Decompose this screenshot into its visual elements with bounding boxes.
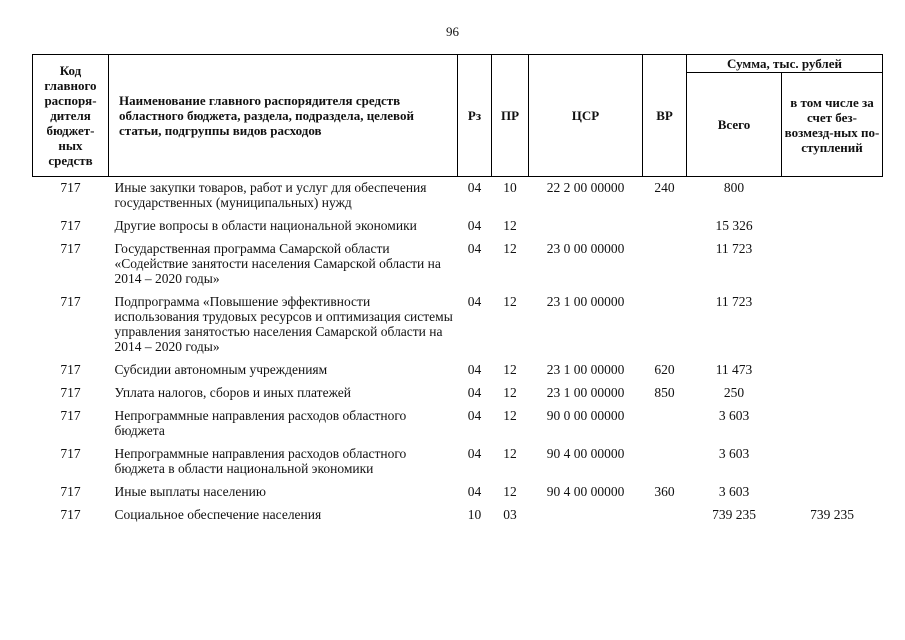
cell-total: 11 723 bbox=[715, 294, 753, 309]
cell-pr: 12 bbox=[503, 446, 517, 461]
cell-vr bbox=[643, 446, 687, 484]
table-row bbox=[33, 362, 883, 385]
table-row bbox=[33, 408, 883, 446]
cell-name: Непрограммные направления расходов областного бюджета в области национальной экономики bbox=[114, 446, 407, 476]
header-rz: Рз bbox=[458, 55, 492, 177]
cell-including bbox=[782, 362, 883, 385]
cell-name: Иные закупки товаров, работ и услуг для обеспечения государственных (муниципальных) нужд bbox=[114, 180, 427, 210]
cell-code: 717 bbox=[60, 241, 81, 256]
cell-including bbox=[782, 446, 883, 484]
cell-rz: 04 bbox=[467, 241, 482, 256]
cell-total: 3 603 bbox=[718, 408, 750, 423]
cell-pr: 12 bbox=[503, 241, 517, 256]
cell-name: Иные выплаты населению bbox=[114, 484, 266, 499]
cell-pr: 12 bbox=[503, 385, 517, 400]
table-row bbox=[33, 446, 883, 484]
cell-total: 250 bbox=[723, 385, 745, 400]
cell-rz: 10 bbox=[467, 507, 482, 522]
table-body bbox=[33, 177, 883, 531]
cell-code: 717 bbox=[60, 294, 81, 309]
cell-including bbox=[782, 385, 883, 408]
cell-code: 717 bbox=[60, 180, 81, 195]
cell-rz: 04 bbox=[467, 180, 482, 195]
cell-vr bbox=[643, 218, 687, 241]
header-pr: ПР bbox=[492, 55, 529, 177]
cell-vr: 850 bbox=[654, 385, 675, 400]
page-number: 96 bbox=[446, 24, 459, 39]
table-row bbox=[33, 484, 883, 507]
cell-code: 717 bbox=[60, 446, 81, 461]
header-including: в том числе за счет без-возмезд-ных по-ступлений bbox=[782, 73, 883, 177]
cell-pr: 12 bbox=[503, 484, 517, 499]
cell-pr: 12 bbox=[503, 408, 517, 423]
cell-vr bbox=[643, 507, 687, 530]
cell-pr: 10 bbox=[503, 180, 517, 195]
cell-rz: 04 bbox=[467, 446, 482, 461]
cell-total: 800 bbox=[723, 180, 745, 195]
cell-vr: 620 bbox=[654, 362, 675, 377]
cell-total: 11 473 bbox=[715, 362, 753, 377]
cell-pr: 12 bbox=[503, 294, 517, 309]
cell-csr: 23 1 00 00000 bbox=[546, 385, 625, 400]
table-row bbox=[33, 177, 883, 219]
cell-pr: 12 bbox=[503, 218, 517, 233]
table-row bbox=[33, 507, 883, 530]
cell-csr: 22 2 00 00000 bbox=[546, 180, 625, 195]
cell-total: 739 235 bbox=[712, 507, 756, 522]
cell-code: 717 bbox=[60, 218, 81, 233]
cell-rz: 04 bbox=[467, 385, 482, 400]
cell-code: 717 bbox=[60, 362, 81, 377]
cell-vr: 360 bbox=[654, 484, 675, 499]
cell-rz: 04 bbox=[467, 408, 482, 423]
cell-code: 717 bbox=[60, 484, 81, 499]
cell-csr bbox=[529, 507, 643, 530]
table-row bbox=[33, 294, 883, 362]
cell-including bbox=[782, 241, 883, 294]
cell-pr: 03 bbox=[503, 507, 517, 522]
header-code: Код главного распоря-дителя бюджет-ных средств bbox=[33, 55, 109, 177]
cell-name: Другие вопросы в области национальной экономики bbox=[114, 218, 417, 233]
cell-including bbox=[782, 484, 883, 507]
cell-csr: 23 1 00 00000 bbox=[546, 362, 625, 377]
cell-name: Уплата налогов, сборов и иных платежей bbox=[114, 385, 351, 400]
cell-name: Субсидии автономным учреждениям bbox=[114, 362, 328, 377]
cell-including bbox=[782, 294, 883, 362]
cell-csr: 90 4 00 00000 bbox=[546, 446, 625, 461]
cell-including bbox=[782, 408, 883, 446]
table-row bbox=[33, 241, 883, 294]
cell-rz: 04 bbox=[467, 484, 482, 499]
cell-name: Социальное обеспечение населения bbox=[114, 507, 322, 522]
budget-table bbox=[32, 54, 883, 530]
header-name: Наименование главного распорядителя средств областного бюджета, раздела, подраздела, целевой статьи, подгруппы видов расходов bbox=[109, 55, 458, 177]
header-sum-group: Сумма, тыс. рублей bbox=[687, 55, 883, 73]
cell-name: Государственная программа Самарской области «Содействие занятости населения Самарской области на 2014 – 2020 годы» bbox=[114, 241, 441, 286]
cell-rz: 04 bbox=[467, 362, 482, 377]
cell-csr: 23 0 00 00000 bbox=[546, 241, 625, 256]
cell-including bbox=[782, 218, 883, 241]
cell-vr bbox=[643, 294, 687, 362]
cell-rz: 04 bbox=[467, 218, 482, 233]
cell-code: 717 bbox=[60, 507, 81, 522]
cell-vr bbox=[643, 241, 687, 294]
header-total: Всего bbox=[687, 73, 782, 177]
cell-csr: 23 1 00 00000 bbox=[546, 294, 625, 309]
cell-name: Непрограммные направления расходов областного бюджета bbox=[114, 408, 407, 438]
cell-rz: 04 bbox=[467, 294, 482, 309]
table-header bbox=[33, 55, 883, 177]
cell-vr: 240 bbox=[654, 180, 675, 195]
cell-name: Подпрограмма «Повышение эффективности использования трудовых ресурсов и оптимизация системы управления занятостью населения Самарской области на 2014 – 2020 годы» bbox=[114, 294, 453, 354]
cell-code: 717 bbox=[60, 408, 81, 423]
cell-csr: 90 4 00 00000 bbox=[546, 484, 625, 499]
cell-code: 717 bbox=[60, 385, 81, 400]
cell-csr bbox=[529, 218, 643, 241]
header-csr: ЦСР bbox=[529, 55, 643, 177]
cell-csr: 90 0 00 00000 bbox=[546, 408, 625, 423]
cell-total: 15 326 bbox=[715, 218, 753, 233]
table-row bbox=[33, 385, 883, 408]
cell-pr: 12 bbox=[503, 362, 517, 377]
cell-total: 3 603 bbox=[718, 446, 750, 461]
cell-total: 3 603 bbox=[718, 484, 750, 499]
cell-vr bbox=[643, 408, 687, 446]
cell-including: 739 235 bbox=[810, 507, 854, 522]
table-row bbox=[33, 218, 883, 241]
cell-total: 11 723 bbox=[715, 241, 753, 256]
cell-including bbox=[782, 177, 883, 219]
header-vr: ВР bbox=[643, 55, 687, 177]
